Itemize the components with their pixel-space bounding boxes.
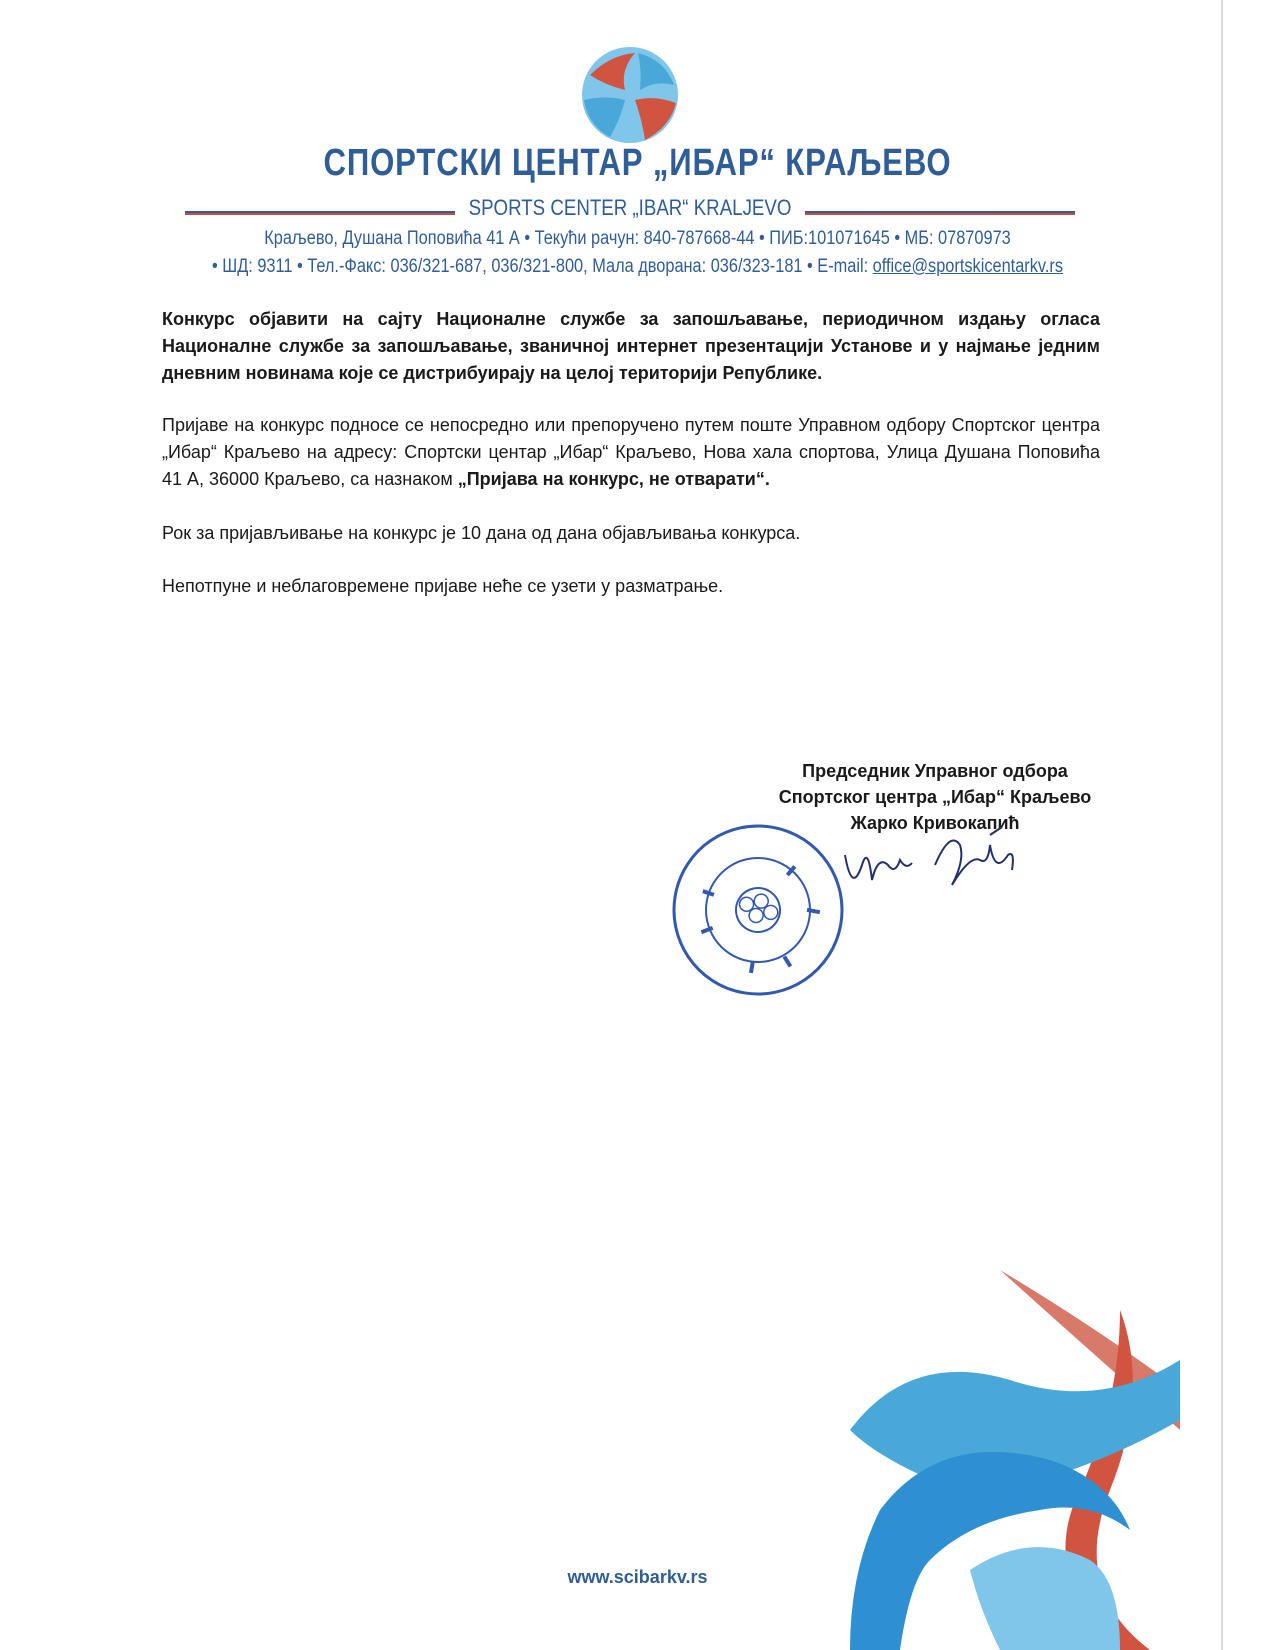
paragraph-applications-note: „Пријава на конкурс, не отварати“ <box>457 469 765 489</box>
signatory-organization: Спортског центра „Ибар“ Краљево <box>778 787 1092 807</box>
paragraph-applications <box>162 412 1100 493</box>
email-link[interactable]: office@sportskicentarkv.rs <box>872 256 1064 277</box>
decorative-wave-graphic <box>850 1270 1180 1650</box>
paragraph-deadline: Рок за пријављивање на конкурс је 10 дана од дана објављивања конкурса. <box>162 523 801 543</box>
contact-line-2 <box>89 256 1186 278</box>
handwritten-signature <box>840 825 1060 905</box>
paragraph-applications-text: Пријаве на конкурс подносе се непосредно или препоручено путем поште Управном одбору Спортског центра „Ибар“ Краљево на адресу: Спортски центар „Ибар“ Краљево, Нова хала спортова, Улица Душана Поповића 41 А, 36000 Краљево, са назнаком <box>162 415 1100 489</box>
letterhead-subtitle: SPORTS CENTER „IBAR“ KRALJEVO <box>468 195 792 220</box>
official-stamp-icon <box>668 820 848 1000</box>
contact-line-2-text: • ШД: 9311 • Тел.-Факс: 036/321-687, 036/321-800, Мала дворана: 036/323-181 • E-mail: <box>211 256 873 277</box>
signatory-title: Председник Управног одбора <box>802 761 1068 781</box>
paragraph-applications-end: . <box>764 469 770 489</box>
contact-line-1: Краљево, Душана Поповића 41 А • Текући рачун: 840-787668-44 • ПИБ:101071645 • МБ: 07870973 <box>264 228 1011 249</box>
letterhead-title: СПОРТСКИ ЦЕНТАР „ИБАР“ КРАЉЕВО <box>323 142 952 184</box>
sports-center-logo <box>580 45 680 145</box>
right-rule <box>805 211 1075 214</box>
paragraph-publication: Конкурс објавити на сајту Националне службе за запошљавање, периодичном издању огласа Националне службе за запошљавање, званичној интернет презентацији Установе и у најмање једним дневним новинама које се дистрибуирају на целој територији Републике. <box>162 309 1100 383</box>
letterhead-subtitle-row <box>185 195 1075 225</box>
signatory-name: Жарко Кривокапић <box>850 813 1020 833</box>
page-edge <box>1221 0 1223 1650</box>
paragraph-incomplete: Непотпуне и неблаговремене пријаве неће се узети у разматрање. <box>162 576 724 596</box>
footer-website[interactable]: www.scibarkv.rs <box>567 1567 708 1587</box>
